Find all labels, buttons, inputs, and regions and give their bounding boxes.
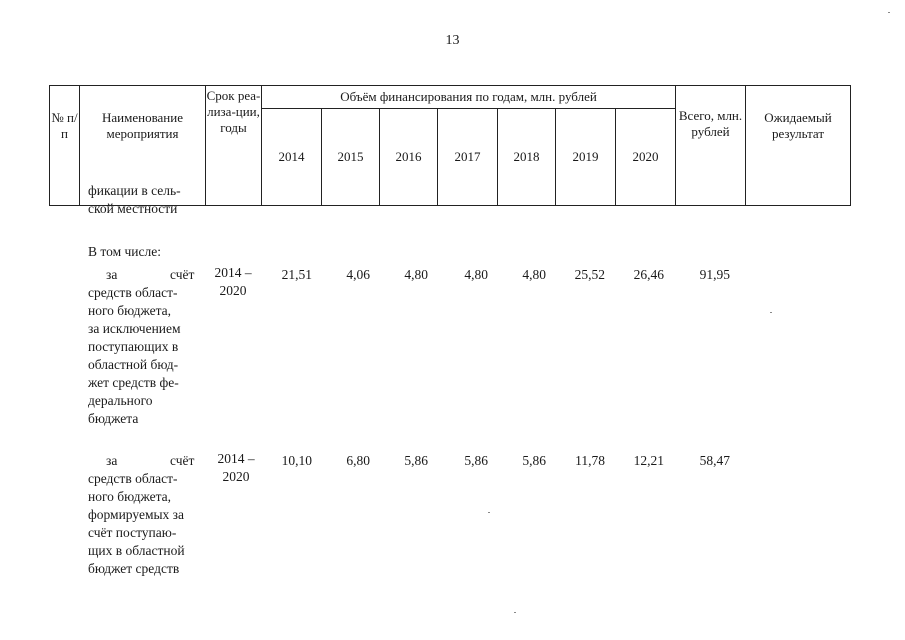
- row2-desc-line: счёт поступаю-: [88, 525, 177, 540]
- scan-speck: [488, 512, 490, 513]
- header-total: Всего, млн. рублей: [676, 86, 746, 206]
- header-year-2019: 2019: [556, 108, 616, 205]
- row1-value-2015: 4,06: [346, 267, 370, 282]
- header-period: Срок реа-лиза-ции, годы: [206, 86, 262, 206]
- row1-desc-line: жет средств фе-: [88, 375, 179, 390]
- row1-total: 91,95: [699, 267, 730, 282]
- row2-value-2017: 5,86: [464, 453, 488, 468]
- including-label: В том числе:: [88, 244, 161, 259]
- row1-desc-schet: счёт: [170, 267, 195, 282]
- header-year-2015: 2015: [322, 108, 380, 205]
- row1-desc-line: областной бюд-: [88, 357, 179, 372]
- header-year-2017: 2017: [438, 108, 498, 205]
- scan-speck: [770, 312, 772, 313]
- row1-value-2016: 4,80: [404, 267, 428, 282]
- header-year-2014: 2014: [262, 108, 322, 205]
- row2-desc-line: щих в областной: [88, 543, 185, 558]
- row2-total: 58,47: [699, 453, 730, 468]
- header-year-2018: 2018: [498, 108, 556, 205]
- row1-desc-line: средств област-: [88, 285, 178, 300]
- row2-desc-za: за: [106, 453, 118, 468]
- row1-desc-line: поступающих в: [88, 339, 179, 354]
- row2-value-2019: 11,78: [575, 453, 605, 468]
- row2-desc-line: формируемых за: [88, 507, 185, 522]
- row1-period-end: 2020: [219, 283, 247, 298]
- row1-value-2017: 4,80: [464, 267, 488, 282]
- row2-desc-line: бюджет средств: [88, 561, 180, 576]
- row1-value-2019: 25,52: [574, 267, 605, 282]
- row2-period-end: 2020: [222, 469, 250, 484]
- row2-value-2015: 6,80: [346, 453, 370, 468]
- row1-desc-line: за исключением: [88, 321, 181, 336]
- row2-value-2016: 5,86: [404, 453, 428, 468]
- header-result: Ожидаемый результат: [746, 86, 851, 206]
- scan-speck: [888, 12, 890, 13]
- row2-value-2014: 10,10: [281, 453, 312, 468]
- header-year-2020: 2020: [616, 108, 676, 205]
- row1-desc-line: дерального: [88, 393, 153, 408]
- page-number: 13: [445, 33, 460, 48]
- header-year-2016: 2016: [380, 108, 438, 205]
- row1-value-2018: 4,80: [522, 267, 546, 282]
- row1-value-2014: 21,51: [281, 267, 312, 282]
- row2-value-2018: 5,86: [522, 453, 546, 468]
- row2-desc-schet: счёт: [170, 453, 195, 468]
- header-financing: Объём финансирования по годам, млн. рублей: [262, 86, 676, 109]
- header-number: № п/п: [50, 86, 80, 206]
- row2-desc-line: средств област-: [88, 471, 178, 486]
- row1-value-2020: 26,46: [633, 267, 664, 282]
- row1-desc-line: бюджета: [88, 411, 139, 426]
- row2-desc-line: ного бюджета,: [88, 489, 172, 504]
- row1-desc-line: ного бюджета,: [88, 303, 172, 318]
- scan-speck: [514, 612, 516, 613]
- row2-period-start: 2014 –: [217, 451, 255, 466]
- row2-value-2020: 12,21: [633, 453, 664, 468]
- row1-period-start: 2014 –: [214, 265, 252, 280]
- continuation-line: фикации в сель-: [88, 183, 181, 198]
- continuation-line: ской местности: [88, 201, 178, 216]
- header-name: Наименование мероприятия: [80, 86, 206, 206]
- row1-desc-za: за: [106, 267, 118, 282]
